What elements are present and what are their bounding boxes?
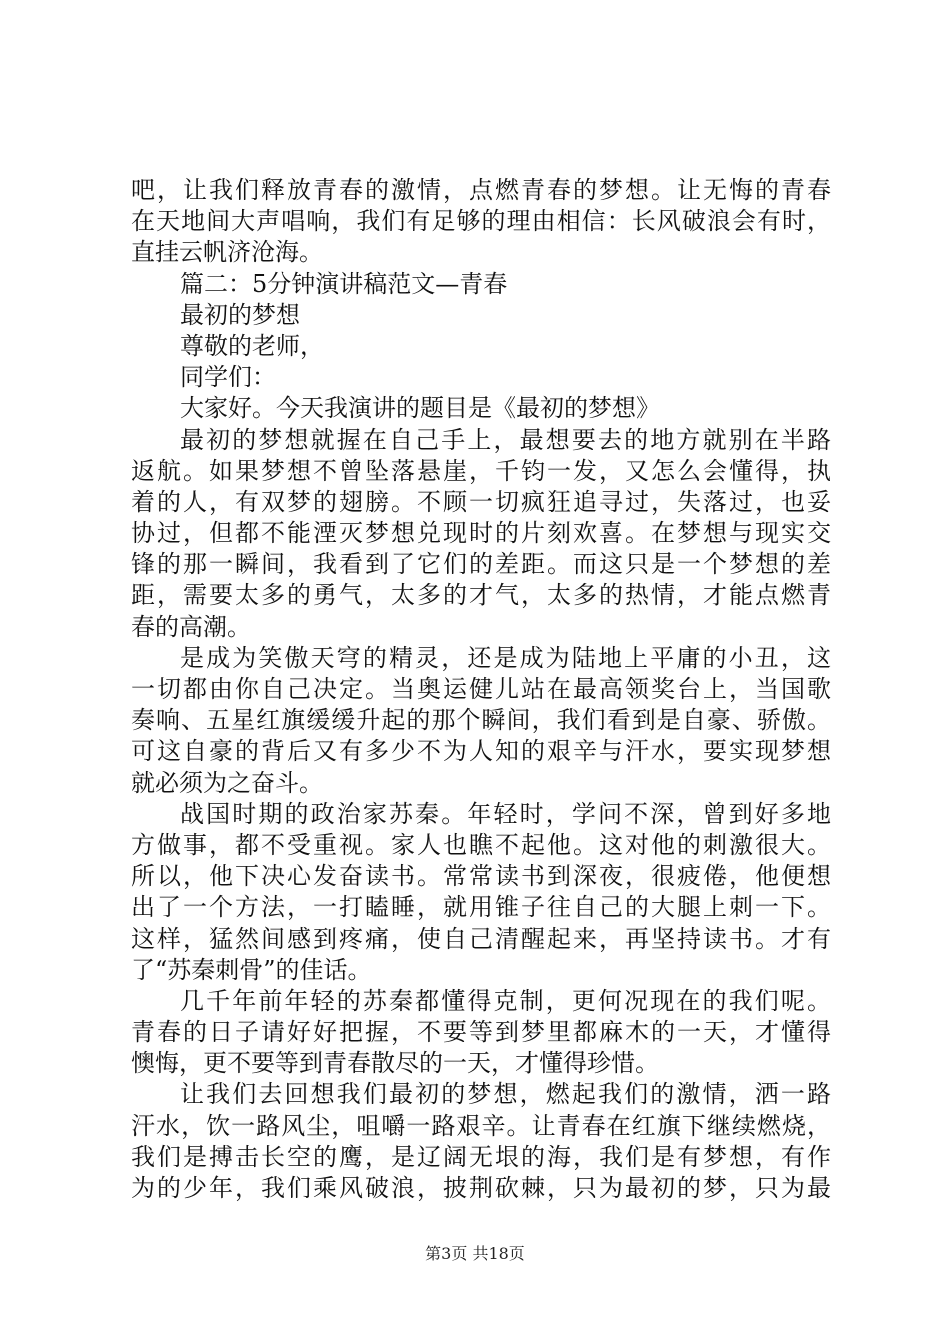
text-line: 就必须为之奋斗。	[131, 768, 323, 797]
text-line: 最初的梦想就握在自己手上，最想要去的地方就别在半路	[180, 425, 831, 454]
text-line: 距，需要太多的勇气，太多的才气，太多的热情，才能点燃青	[131, 581, 831, 610]
text-line: 这样，猛然间感到疼痛，使自己清醒起来，再坚持读书。才有	[131, 924, 831, 953]
text-line: 方做事，都不受重视。家人也瞧不起他。这对他的刺激很大。	[131, 830, 831, 859]
text-line: 青春的日子请好好把握，不要等到梦里都麻木的一天，才懂得	[131, 1018, 831, 1047]
speech-title: 最初的梦想	[180, 300, 300, 329]
text-line: 吧，让我们释放青春的激情，点燃青春的梦想。让无悔的青春	[131, 176, 831, 204]
text-line: 直挂云帆济沧海。	[131, 238, 323, 267]
text-line: 汗水，饮一路风尘，咀嚼一路艰辛。让青春在红旗下继续燃烧，	[131, 1111, 831, 1140]
text-line: 春的高潮。	[131, 612, 251, 641]
text-line: 在天地间大声唱响，我们有足够的理由相信：长风破浪会有时，	[131, 207, 831, 236]
text-line: 我们是搏击长空的鹰，是辽阔无垠的海，我们是有梦想，有作	[131, 1142, 831, 1171]
salutation-teachers: 尊敬的老师，	[180, 331, 324, 360]
text-line: 懊悔，更不要等到青春散尽的一天，才懂得珍惜。	[131, 1049, 659, 1078]
salutation-students: 同学们：	[180, 363, 276, 392]
section-heading: 篇二：5分钟演讲稿范文—青春	[180, 269, 508, 298]
body-text	[131, 175, 831, 1204]
text-line: 着的人，有双梦的翅膀。不顾一切疯狂追寻过，失落过，也妥	[131, 487, 831, 516]
page-number-footer: 第3页 共18页	[425, 1244, 525, 1263]
text-line: 了“苏秦刺骨”的佳话。	[131, 955, 372, 984]
text-line: 一切都由你自己决定。当奥运健儿站在最高领奖台上，当国歌	[131, 675, 831, 703]
text-line: 为的少年，我们乘风破浪，披荆砍棘，只为最初的梦，只为最	[131, 1174, 831, 1202]
text-line: 战国时期的政治家苏秦。年轻时，学问不深，曾到好多地	[180, 799, 831, 828]
text-line: 几千年前年轻的苏秦都懂得克制，更何况现在的我们呢。	[180, 986, 831, 1015]
text-line: 协过，但都不能湮灭梦想兑现时的片刻欢喜。在梦想与现实交	[131, 519, 831, 548]
text-line: 让我们去回想我们最初的梦想，燃起我们的激情，洒一路	[180, 1080, 831, 1109]
greeting-line: 大家好。今天我演讲的题目是《最初的梦想》	[180, 394, 660, 423]
text-line: 是成为笑傲天穹的精灵，还是成为陆地上平庸的小丑，这	[180, 643, 831, 672]
text-line: 可这自豪的背后又有多少不为人知的艰辛与汗水，要实现梦想	[131, 737, 831, 766]
text-line: 返航。如果梦想不曾坠落悬崖，千钧一发，又怎么会懂得，执	[131, 456, 831, 485]
text-line: 奏响、五星红旗缓缓升起的那个瞬间，我们看到是自豪、骄傲。	[131, 706, 831, 735]
text-line: 出了一个方法，一打瞌睡，就用锥子往自己的大腿上刺一下。	[131, 893, 831, 922]
text-line: 所以，他下决心发奋读书。常常读书到深夜，很疲倦，他便想	[131, 862, 831, 891]
text-line: 锋的那一瞬间，我看到了它们的差距。而这只是一个梦想的差	[131, 550, 831, 579]
